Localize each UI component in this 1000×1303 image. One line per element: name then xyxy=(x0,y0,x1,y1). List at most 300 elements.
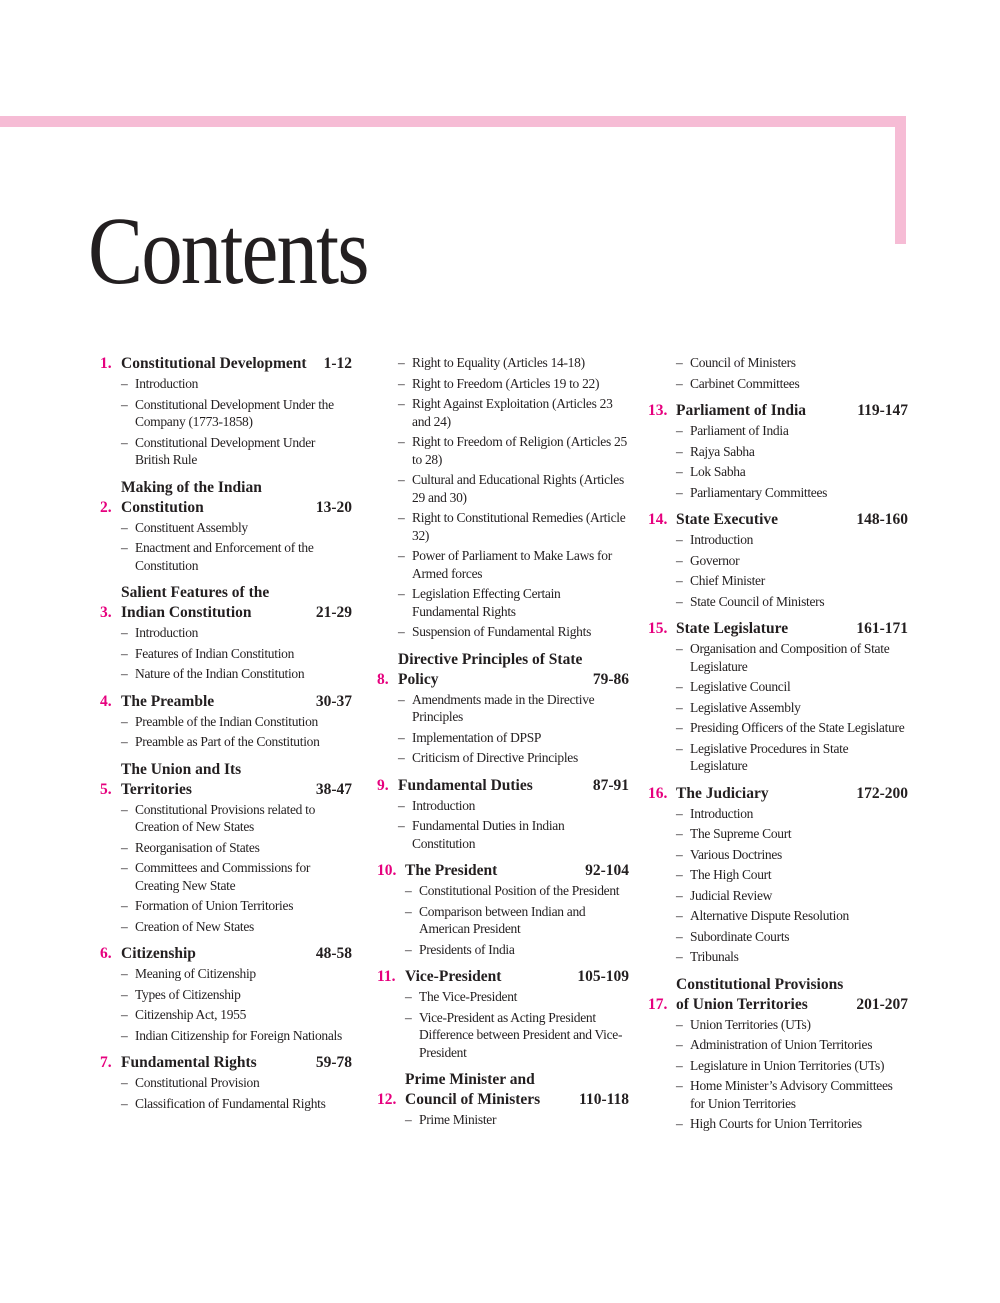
toc-column-2 xyxy=(377,354,629,1138)
dash-bullet-icon: – xyxy=(121,713,128,729)
subtopic-label: Types of Citizenship xyxy=(135,986,241,1002)
subtopic-item xyxy=(676,928,908,946)
dash-bullet-icon: – xyxy=(676,464,683,479)
decorative-frame-top xyxy=(0,116,906,127)
subtopic-label: Indian Citizenship for Foreign Nationals xyxy=(135,1027,342,1043)
subtopic-item xyxy=(676,699,908,717)
subtopic-list xyxy=(377,797,629,853)
subtopic-item xyxy=(676,484,908,502)
toc-chapter-entry xyxy=(648,510,908,610)
subtopic-label: Implementation of DPSP xyxy=(412,729,542,745)
chapter-heading[interactable] xyxy=(377,650,629,690)
toc-chapter-entry xyxy=(100,354,352,469)
chapter-page-range: 110-118 xyxy=(579,1091,629,1108)
toc-chapter-entry xyxy=(377,967,629,1061)
chapter-number: 9. xyxy=(377,776,389,794)
toc-chapter-entry xyxy=(100,1053,352,1112)
dash-bullet-icon: – xyxy=(676,867,683,882)
toc-chapter-entry xyxy=(100,692,352,751)
subtopic-label: Criticism of Directive Principles xyxy=(412,750,578,765)
toc-chapter-entry xyxy=(100,944,352,1044)
page-title: Contents xyxy=(88,197,368,304)
subtopic-list xyxy=(377,988,629,1061)
subtopic-item xyxy=(398,797,629,815)
dash-bullet-icon: – xyxy=(398,375,405,391)
subtopic-list xyxy=(100,801,352,936)
subtopic-item xyxy=(398,729,629,747)
dash-bullet-icon: – xyxy=(398,797,405,813)
chapter-title: Directive Principles of State Policy xyxy=(398,650,583,688)
subtopic-item xyxy=(121,1074,352,1092)
chapter-page-range: 30-37 xyxy=(315,692,352,710)
toc-chapter-entry xyxy=(100,478,352,575)
toc-column-1 xyxy=(100,354,352,1121)
chapter-title: Vice-President xyxy=(405,968,502,985)
dash-bullet-icon: – xyxy=(121,666,128,681)
chapter-title: The President xyxy=(405,862,498,879)
toc-chapter-entry xyxy=(648,784,908,966)
chapter-page-range: 92-104 xyxy=(585,862,629,879)
dash-bullet-icon: – xyxy=(121,1095,128,1111)
subtopic-item xyxy=(405,1009,629,1062)
subtopic-label: Preamble as Part of the Constitution xyxy=(135,734,320,749)
dash-bullet-icon: – xyxy=(398,624,405,639)
dash-bullet-icon: – xyxy=(676,423,683,438)
dash-bullet-icon: – xyxy=(121,734,128,749)
chapter-heading[interactable] xyxy=(100,760,352,800)
chapter-title: Making of the Indian Constitution xyxy=(121,478,262,516)
subtopic-label: Amendments made in the Directive Principles xyxy=(412,691,595,724)
chapter-heading[interactable] xyxy=(100,692,352,712)
subtopic-item xyxy=(676,907,908,925)
subtopic-list xyxy=(648,531,908,610)
subtopic-item xyxy=(676,678,908,696)
dash-bullet-icon: – xyxy=(121,1027,128,1043)
subtopic-item xyxy=(121,375,352,393)
chapter-heading[interactable] xyxy=(100,583,352,623)
subtopic-list xyxy=(377,691,629,767)
subtopic-item xyxy=(676,805,908,823)
subtopic-label: Enactment and Enforcement of the Constitution xyxy=(135,540,314,573)
toc-column-3 xyxy=(648,354,908,1142)
dash-bullet-icon: – xyxy=(121,801,128,817)
dash-bullet-icon: – xyxy=(676,928,683,944)
chapter-number: 14. xyxy=(648,511,668,528)
subtopic-label: Vice-President as Acting President Difference between President and Vice-President xyxy=(419,1009,623,1060)
dash-bullet-icon: – xyxy=(398,472,405,487)
subtopic-item xyxy=(676,948,908,966)
subtopic-item xyxy=(121,665,352,683)
subtopic-label: Parliament of India xyxy=(690,423,789,438)
dash-bullet-icon: – xyxy=(121,986,128,1002)
subtopic-list xyxy=(377,882,629,958)
dash-bullet-icon: – xyxy=(676,1037,683,1052)
dash-bullet-icon: – xyxy=(398,750,405,765)
subtopic-list xyxy=(648,1016,908,1133)
subtopic-list xyxy=(100,965,352,1044)
chapter-heading[interactable] xyxy=(377,967,629,987)
dash-bullet-icon: – xyxy=(121,966,128,981)
subtopic-item xyxy=(676,354,908,372)
subtopic-label: Features of Indian Constitution xyxy=(135,645,295,661)
subtopic-label: Suspension of Fundamental Rights xyxy=(412,624,592,639)
dash-bullet-icon: – xyxy=(121,839,128,855)
chapter-heading[interactable] xyxy=(648,975,908,1015)
subtopic-item xyxy=(676,640,908,675)
chapter-heading[interactable] xyxy=(648,784,908,804)
dash-bullet-icon: – xyxy=(676,532,683,547)
dash-bullet-icon: – xyxy=(398,818,405,833)
subtopic-label: The Vice-President xyxy=(419,989,518,1004)
subtopic-item xyxy=(121,539,352,574)
subtopic-label: High Courts for Union Territories xyxy=(690,1116,862,1131)
dash-bullet-icon: – xyxy=(405,941,412,957)
chapter-title: Citizenship xyxy=(121,945,196,962)
chapter-heading[interactable] xyxy=(100,1053,352,1073)
subtopic-label: Constitutional Development Under the Company (1773-1858) xyxy=(135,396,334,429)
chapter-title: Parliament of India xyxy=(676,402,807,419)
chapter-page-range: 201-207 xyxy=(856,995,908,1013)
chapter-number: 5. xyxy=(100,780,112,798)
chapter-number: 7. xyxy=(100,1054,112,1071)
subtopic-label: Right Against Exploitation (Articles 23 and 24) xyxy=(412,396,613,429)
subtopic-item xyxy=(121,624,352,642)
chapter-heading[interactable] xyxy=(648,619,908,639)
decorative-frame-right xyxy=(895,116,906,244)
chapter-page-range: 38-47 xyxy=(315,780,352,798)
subtopic-item xyxy=(398,471,629,506)
subtopic-label: Right to Equality (Articles 14-18) xyxy=(412,355,585,370)
toc-chapter-entry xyxy=(648,975,908,1133)
subtopic-label: Legislation Effecting Certain Fundamental Rights xyxy=(412,586,561,619)
subtopic-item xyxy=(676,866,908,884)
dash-bullet-icon: – xyxy=(121,540,128,555)
subtopic-list xyxy=(648,805,908,966)
subtopic-item xyxy=(405,882,629,900)
subtopic-item xyxy=(398,547,629,582)
chapter-page-range: 119-147 xyxy=(857,402,908,419)
chapter-title: Fundamental Duties xyxy=(398,776,533,794)
dash-bullet-icon: – xyxy=(405,883,412,898)
chapter-number: 11. xyxy=(377,968,396,985)
dash-bullet-icon: – xyxy=(121,1075,128,1090)
chapter-heading[interactable] xyxy=(100,944,352,964)
subtopic-list xyxy=(100,519,352,575)
subtopic-list xyxy=(100,375,352,469)
chapter-page-range: 87-91 xyxy=(592,776,629,794)
subtopic-label: Constitutional Provision xyxy=(135,1075,260,1090)
subtopic-item xyxy=(676,572,908,590)
subtopic-item xyxy=(121,801,352,836)
subtopic-item xyxy=(676,1057,908,1075)
subtopic-label: Citizenship Act, 1955 xyxy=(135,1007,247,1022)
subtopic-item xyxy=(121,859,352,894)
chapter-title: State Legislature xyxy=(676,620,789,637)
chapter-number: 2. xyxy=(100,498,112,516)
dash-bullet-icon: – xyxy=(405,903,412,919)
toc-chapter-entry xyxy=(100,760,352,936)
chapter-title: State Executive xyxy=(676,511,779,528)
subtopic-label: Fundamental Duties in Indian Constitution xyxy=(412,818,565,851)
dash-bullet-icon: – xyxy=(676,641,683,656)
subtopic-label: State Council of Ministers xyxy=(690,593,825,609)
chapter-number: 17. xyxy=(648,995,668,1013)
chapter-page-range: 59-78 xyxy=(315,1054,352,1071)
subtopic-label: Constitutional Position of the President xyxy=(419,883,620,898)
subtopic-label: Comparison between Indian and American President xyxy=(419,903,586,936)
chapter-page-range: 48-58 xyxy=(315,945,352,962)
chapter-page-range: 21-29 xyxy=(315,604,352,621)
dash-bullet-icon: – xyxy=(676,805,683,821)
dash-bullet-icon: – xyxy=(405,1009,412,1025)
chapter-title: Constitutional Provisions of Union Territories xyxy=(676,975,844,1013)
dash-bullet-icon: – xyxy=(121,396,128,412)
chapter-heading[interactable] xyxy=(377,1070,629,1110)
chapter-title: Constitutional Development xyxy=(121,355,307,372)
dash-bullet-icon: – xyxy=(676,887,683,903)
subtopic-label: Classification of Fundamental Rights xyxy=(135,1095,326,1111)
subtopic-item xyxy=(405,941,629,959)
chapter-page-range: 148-160 xyxy=(856,511,908,528)
subtopic-label: Union Territories (UTs) xyxy=(690,1016,811,1032)
chapter-number: 1. xyxy=(100,355,112,372)
subtopic-list xyxy=(100,713,352,751)
subtopic-label: Presiding Officers of the State Legislature xyxy=(690,720,905,735)
dash-bullet-icon: – xyxy=(676,949,683,964)
chapter-heading[interactable] xyxy=(100,478,352,518)
dash-bullet-icon: – xyxy=(121,918,128,934)
subtopic-label: Subordinate Courts xyxy=(690,928,790,944)
subtopic-item xyxy=(398,585,629,620)
subtopic-item xyxy=(121,1027,352,1045)
subtopic-label: Constituent Assembly xyxy=(135,519,248,535)
toc-chapter-entry xyxy=(648,619,908,775)
subtopic-label: Committees and Commissions for Creating New State xyxy=(135,860,311,893)
chapter-heading[interactable] xyxy=(377,861,629,881)
subtopic-item xyxy=(676,375,908,393)
subtopic-item xyxy=(676,1077,908,1112)
subtopic-item xyxy=(398,817,629,852)
dash-bullet-icon: – xyxy=(676,740,683,756)
subtopic-item xyxy=(121,897,352,915)
continued-subtopic-list xyxy=(377,354,629,641)
subtopic-item xyxy=(676,552,908,570)
subtopic-label: Administration of Union Territories xyxy=(690,1037,873,1052)
subtopic-item xyxy=(676,846,908,864)
subtopic-label: Introduction xyxy=(412,797,476,813)
subtopic-label: Rajya Sabha xyxy=(690,443,755,459)
subtopic-label: Introduction xyxy=(690,532,754,547)
dash-bullet-icon: – xyxy=(676,699,683,715)
dash-bullet-icon: – xyxy=(676,908,683,923)
subtopic-label: Introduction xyxy=(135,625,199,640)
subtopic-item xyxy=(398,375,629,393)
chapter-title: Salient Features of the Indian Constitution xyxy=(121,584,270,621)
subtopic-item xyxy=(398,395,629,430)
subtopic-label: Judicial Review xyxy=(690,887,773,903)
dash-bullet-icon: – xyxy=(121,860,128,875)
dash-bullet-icon: – xyxy=(398,586,405,601)
chapter-page-range: 79-86 xyxy=(592,670,629,688)
subtopic-label: Right to Constitutional Remedies (Article 32) xyxy=(412,510,626,543)
subtopic-item xyxy=(398,433,629,468)
subtopic-label: Council of Ministers xyxy=(690,355,796,370)
dash-bullet-icon: – xyxy=(121,519,128,535)
subtopic-item xyxy=(405,1111,629,1129)
toc-chapter-entry xyxy=(377,861,629,958)
subtopic-label: Constitutional Development Under British Rule xyxy=(135,434,316,467)
subtopic-label: Governor xyxy=(690,552,740,568)
subtopic-label: Reorganisation of States xyxy=(135,839,260,855)
subtopic-label: Various Doctrines xyxy=(690,846,783,862)
subtopic-label: Legislative Assembly xyxy=(690,699,801,715)
subtopic-item xyxy=(121,434,352,469)
subtopic-label: Power of Parliament to Make Laws for Armed forces xyxy=(412,548,612,581)
dash-bullet-icon: – xyxy=(398,548,405,563)
chapter-page-range: 1-12 xyxy=(323,355,352,372)
chapter-page-range: 161-171 xyxy=(856,620,908,637)
dash-bullet-icon: – xyxy=(398,396,405,411)
dash-bullet-icon: – xyxy=(121,434,128,450)
dash-bullet-icon: – xyxy=(676,375,683,391)
chapter-number: 15. xyxy=(648,620,668,637)
chapter-number: 4. xyxy=(100,692,112,710)
subtopic-list xyxy=(100,1074,352,1112)
toc-chapter-entry xyxy=(377,1070,629,1129)
dash-bullet-icon: – xyxy=(398,691,405,707)
subtopic-label: Alternative Dispute Resolution xyxy=(690,908,849,923)
subtopic-label: Lok Sabha xyxy=(690,464,746,479)
subtopic-list xyxy=(648,640,908,775)
subtopic-label: The High Court xyxy=(690,867,772,882)
subtopic-label: Home Minister’s Advisory Committees for Union Territories xyxy=(690,1078,893,1111)
subtopic-list xyxy=(648,422,908,501)
subtopic-item xyxy=(121,519,352,537)
chapter-title: The Union and Its Territories xyxy=(121,760,242,798)
subtopic-label: Preamble of the Indian Constitution xyxy=(135,713,318,729)
dash-bullet-icon: – xyxy=(676,1078,683,1093)
subtopic-item xyxy=(398,749,629,767)
subtopic-item xyxy=(121,918,352,936)
dash-bullet-icon: – xyxy=(405,989,412,1004)
chapter-number: 16. xyxy=(648,784,668,802)
dash-bullet-icon: – xyxy=(398,729,405,745)
subtopic-label: Creation of New States xyxy=(135,918,254,934)
subtopic-item xyxy=(676,593,908,611)
subtopic-item xyxy=(405,903,629,938)
subtopic-label: Carbinet Committees xyxy=(690,375,800,391)
subtopic-item xyxy=(121,645,352,663)
subtopic-item xyxy=(121,713,352,731)
chapter-page-range: 172-200 xyxy=(856,784,908,802)
subtopic-label: Prime Minister xyxy=(419,1112,497,1127)
dash-bullet-icon: – xyxy=(398,355,405,370)
toc-chapter-entry xyxy=(100,583,352,683)
toc-chapter-entry xyxy=(377,650,629,767)
chapter-heading[interactable] xyxy=(377,776,629,796)
subtopic-label: Introduction xyxy=(690,805,754,821)
dash-bullet-icon: – xyxy=(676,826,683,841)
dash-bullet-icon: – xyxy=(398,434,405,449)
chapter-number: 13. xyxy=(648,402,668,419)
subtopic-label: Meaning of Citizenship xyxy=(135,966,256,981)
dash-bullet-icon: – xyxy=(398,510,405,525)
subtopic-label: Formation of Union Territories xyxy=(135,898,294,913)
subtopic-label: Right to Freedom (Articles 19 to 22) xyxy=(412,375,600,391)
chapter-title: The Judiciary xyxy=(676,784,769,802)
subtopic-label: Organisation and Composition of State Legislature xyxy=(690,641,890,674)
toc-chapter-entry xyxy=(377,776,629,853)
subtopic-item xyxy=(676,825,908,843)
dash-bullet-icon: – xyxy=(121,625,128,640)
subtopic-item xyxy=(676,887,908,905)
subtopic-label: Constitutional Provisions related to Creation of New States xyxy=(135,801,316,834)
dash-bullet-icon: – xyxy=(676,846,683,862)
subtopic-item xyxy=(676,531,908,549)
subtopic-label: Legislature in Union Territories (UTs) xyxy=(690,1057,885,1073)
subtopic-label: Tribunals xyxy=(690,949,739,964)
chapter-number: 6. xyxy=(100,945,112,962)
subtopic-label: Parliamentary Committees xyxy=(690,484,828,500)
subtopic-item xyxy=(405,988,629,1006)
subtopic-item xyxy=(676,740,908,775)
chapter-title: The Preamble xyxy=(121,692,215,710)
subtopic-item xyxy=(676,443,908,461)
subtopic-item xyxy=(398,623,629,641)
subtopic-item xyxy=(121,1095,352,1113)
chapter-number: 12. xyxy=(377,1091,397,1108)
dash-bullet-icon: – xyxy=(676,443,683,459)
subtopic-label: Right to Freedom of Religion (Articles 25 to 28) xyxy=(412,434,627,467)
dash-bullet-icon: – xyxy=(676,1016,683,1032)
subtopic-label: Cultural and Educational Rights (Articles 29 and 30) xyxy=(412,472,624,505)
dash-bullet-icon: – xyxy=(121,376,128,391)
dash-bullet-icon: – xyxy=(405,1112,412,1127)
dash-bullet-icon: – xyxy=(121,645,128,661)
subtopic-item xyxy=(121,986,352,1004)
subtopic-label: Chief Minister xyxy=(690,573,765,588)
subtopic-list xyxy=(377,1111,629,1129)
chapter-heading[interactable] xyxy=(648,510,908,530)
dash-bullet-icon: – xyxy=(676,1057,683,1073)
subtopic-item xyxy=(676,422,908,440)
subtopic-item xyxy=(676,1115,908,1133)
subtopic-item xyxy=(398,354,629,372)
dash-bullet-icon: – xyxy=(676,679,683,694)
chapter-title: Fundamental Rights xyxy=(121,1054,257,1071)
dash-bullet-icon: – xyxy=(676,573,683,588)
dash-bullet-icon: – xyxy=(121,1007,128,1022)
dash-bullet-icon: – xyxy=(121,898,128,913)
chapter-number: 10. xyxy=(377,862,397,879)
subtopic-label: Legislative Council xyxy=(690,679,791,694)
subtopic-item xyxy=(398,691,629,726)
subtopic-label: Legislative Procedures in State Legislature xyxy=(690,740,849,773)
chapter-heading[interactable] xyxy=(100,354,352,374)
toc-chapter-entry xyxy=(648,401,908,501)
dash-bullet-icon: – xyxy=(676,720,683,735)
continued-subtopic-list xyxy=(648,354,908,392)
dash-bullet-icon: – xyxy=(676,484,683,500)
subtopic-label: Nature of the Indian Constitution xyxy=(135,666,305,681)
subtopic-item xyxy=(676,463,908,481)
dash-bullet-icon: – xyxy=(676,552,683,568)
subtopic-item xyxy=(676,1036,908,1054)
subtopic-item xyxy=(398,509,629,544)
chapter-heading[interactable] xyxy=(648,401,908,421)
subtopic-item xyxy=(121,733,352,751)
dash-bullet-icon: – xyxy=(676,355,683,370)
